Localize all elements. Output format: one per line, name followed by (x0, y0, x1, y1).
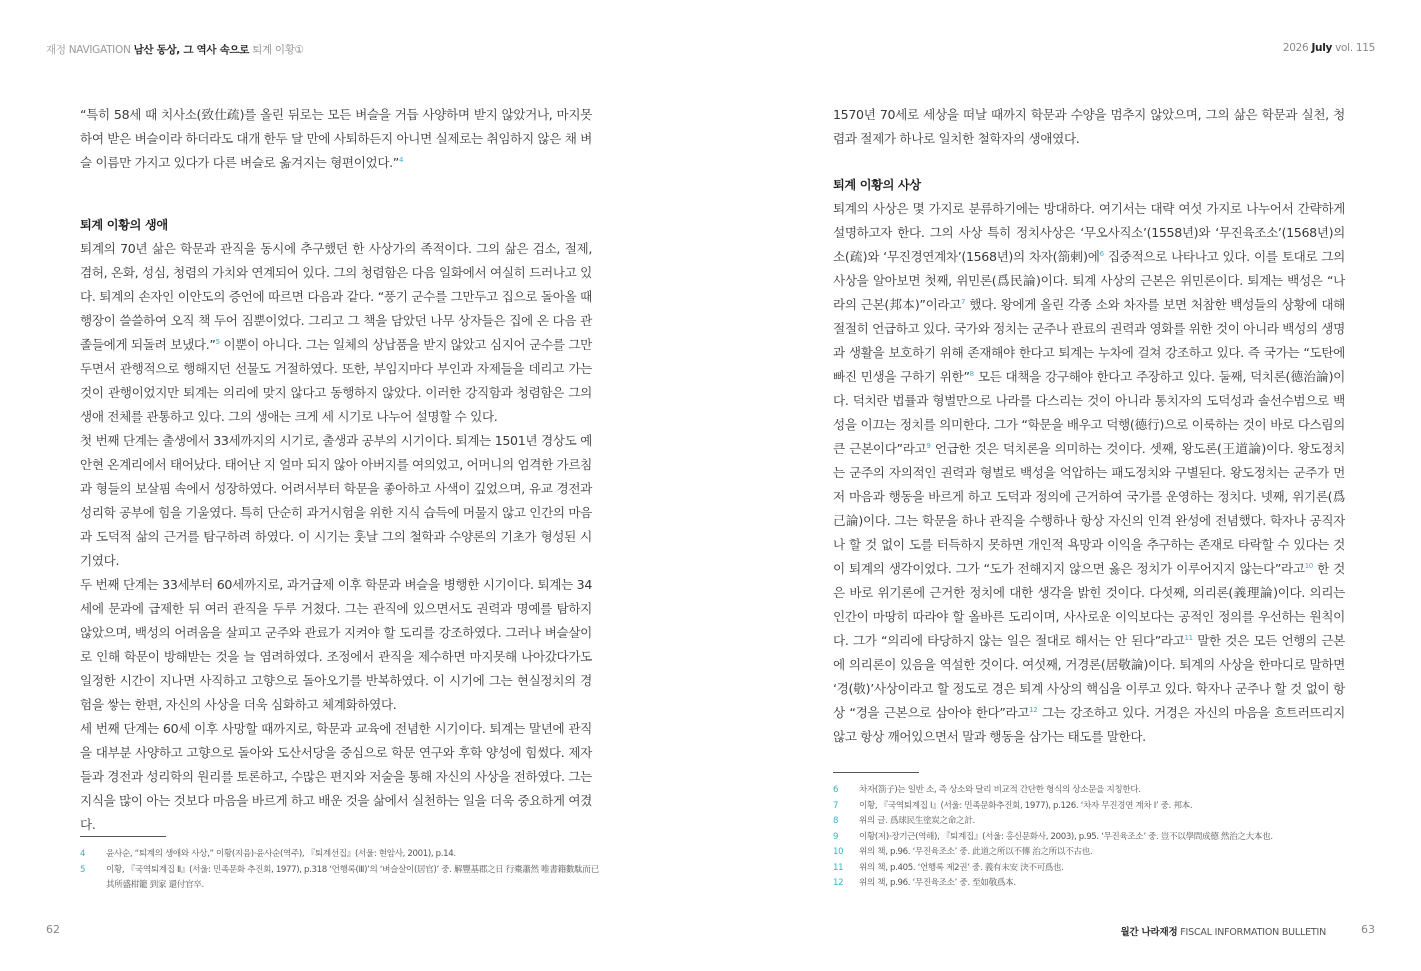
issue-month: July (1311, 42, 1333, 54)
footnote-ref[interactable]: 7 (961, 297, 966, 306)
footnote: 8 위의 글. 爲球民生塗炭之命之計. (833, 816, 975, 826)
footnote-ref[interactable]: 4 (398, 155, 404, 164)
left-footnotes (80, 847, 600, 894)
footnote: 5 이황, 『국역퇴계집 Ⅱ』(서울: 민족문화 추진회, 1977), p.318 ‘언행록(Ⅲ)’의 ‘벼슬살이(居官)’ 중. 解豐基郡之日 行橐蕭然 唯書籍數駄而已 其所盛柑籠 到家 還付官卒. (80, 864, 599, 890)
footnote-ref[interactable]: 5 (215, 337, 220, 346)
issue-year: 2026 (1282, 42, 1309, 54)
paragraph: 1570년 70세로 세상을 떠날 때까지 학문과 수양을 멈추지 않았으며, 그의 삶은 학문과 실천, 청렴과 절제가 하나로 일치한 철학자의 생애였다. (833, 107, 1345, 146)
section-heading-thought: 퇴계 이황의 사상 (833, 178, 921, 192)
right-footnotes (833, 783, 1353, 892)
footnote: 9 이황(저)·장기근(역해), 『퇴계집』(서울: 홍신문화사, 2003), p.95. ‘무진육조소’ 중. 豈不以學問成德 然治之大本也. (833, 831, 1273, 842)
footnote: 4 윤사순, “퇴계의 생애와 사상,” 이황(지음)·윤사순(역주), 『퇴계선집』(서울: 현암사, 2001), p.14. (80, 849, 456, 859)
opening-quote: “특히 58세 때 치사소(致仕疏)를 올린 뒤로는 모든 벼슬을 거듭 사양하며 받지 않았거나, 마지못하여 받은 벼슬이라 하더라도 대개 한두 달 만에 사퇴하든지 아니면 실제로는 취임하지 않은 채 벼슬 이름만 가지고 있다가 다른 벼슬로 옮겨지는 형편이었다.”$^4$ (80, 107, 592, 170)
issue-volume: vol. 115 (1335, 42, 1375, 54)
publication-name: 월간 나라재정 FISCAL INFORMATION BULLETIN (1120, 927, 1326, 938)
paragraph: 두 번째 단계는 33세부터 60세까지로, 과거급제 이후 학문과 벼슬을 병행한 시기이다. 퇴계는 34세에 문과에 급제한 뒤 여러 관직을 두루 거쳤다. 그는 관직에 있으면서도 권력과 명예를 탐하지 않았으며, 백성의 어려움을 살피고 군주와 관료가 지켜야 할 도리를 강조하였다. 그러나 벼슬살이로 인해 학문이 방해받는 것을 늘 염려하였다. 조정에서 관직을 제수하면 마지못해 나아갔다가도 일정한 시간이 지나면 사직하고 고향으로 돌아오기를 반복하였다. 이 시기에 그는 현실정치의 경험을 쌓는 한편, 자신의 사상을 더욱 심화하고 체계화하였다. (80, 577, 592, 712)
paragraph: 퇴계의 70년 삶은 학문과 관직을 동시에 추구했던 한 사상가의 족적이다. 그의 삶은 검소, 절제, 겸허, 온화, 성심, 청렴의 가치와 연계되어 있다. 그의 청렴함은 다음 일화에서 여실히 드러나고 있다. 퇴계의 손자인 이안도의 증언에 따르면 다음과 같다. “풍기 군수를 그만두고 집으로 돌아올 때 행장이 쓸쓸하여 오직 책 두어 짐뿐이었다. 그리고 그 책을 담았던 나무 상자들은 집에 온 다음 관졸들에게 되돌려 보냈다.”$^5$ 이뿐이 아니다. 그는 일체의 상납품을 받지 않았고 심지어 군수를 그만두면서 관행적으로 행해지던 선물도 거절하였다. 또한, 부임지마다 부인과 자제들을 데리고 가는 것이 관행이었지만 퇴계는 의리에 맞지 않다고 동행하지 않았다. 이러한 강직함과 청렴함은 그의 생애 전체를 관통하고 있다. 그의 생애는 크게 세 시기로 나누어 설명할 수 있다. (80, 241, 592, 424)
footnote-ref[interactable]: 11 (1184, 633, 1193, 642)
section-heading-life: 퇴계 이황의 생애 (80, 218, 168, 232)
footnote-divider (833, 772, 919, 773)
right-page-body (833, 103, 1345, 749)
footnote-ref[interactable]: 12 (1029, 705, 1038, 714)
article-title: 남산 동상, 그 역사 속으로 (133, 44, 250, 56)
page-number-right: 63 (1361, 923, 1375, 936)
running-header-right (1283, 42, 1375, 54)
paragraph: 세 번째 단계는 60세 이후 사망할 때까지로, 학문과 교육에 전념한 시기이다. 퇴계는 말년에 관직을 대부분 사양하고 고향으로 돌아와 도산서당을 중심으로 학문 연구와 후학 양성에 힘썼다. 제자들과 경전과 성리학의 원리를 토론하고, 수많은 편지와 저술을 통해 자신의 사상을 전하였다. 그는 지식을 많이 아는 것보다 마음을 바르게 하고 배운 것을 삶에서 실천하는 일을 더욱 중요하게 여겼다. (80, 721, 592, 832)
footnote-ref[interactable]: 6 (1099, 249, 1104, 258)
footnote: 7 이황, 『국역퇴계집 Ⅰ』(서울: 민족문화추진회, 1977), p.126. ‘차자 무진경연 계차 Ⅰ’ 중. 邦本. (833, 800, 1193, 811)
footnote-ref[interactable]: 8 (969, 369, 974, 378)
article-subtitle: 퇴계 이황① (252, 44, 304, 56)
paragraph: 첫 번째 단계는 출생에서 33세까지의 시기로, 출생과 공부의 시기이다. 퇴계는 1501년 경상도 예안현 온계리에서 태어났다. 태어난 지 얼마 되지 않아 아버지를 여의었고, 어머니의 엄격한 가르침과 형들의 보살핌 속에서 성장하였다. 어려서부터 학문을 좋아하고 사색이 깊었으며, 유교 경전과 성리학 공부에 힘을 기울였다. 특히 단순히 과거시험을 위한 지식 습득에 머물지 않고 인간의 마음과 도덕적 삶의 근거를 탐구하려 하였다. 이 시기는 훗날 그의 철학과 수양론의 기초가 형성된 시기였다. (80, 433, 592, 568)
footnote: 11 위의 책, p.405. ‘언행록 제2권’ 중. 義有未安 決不可爲也. (833, 862, 1064, 873)
footnote-ref[interactable]: 10 (1304, 561, 1313, 570)
footnote: 6 차자(箚子)는 일반 소, 즉 상소와 달리 비교적 간단한 형식의 상소문을 지칭한다. (833, 785, 1141, 795)
footnote: 10 위의 책, p.96. ‘무진육조소’ 중. 此道之所以不傳 治之所以不古也. (833, 847, 1093, 857)
paragraph: 퇴계의 사상은 몇 가지로 분류하기에는 방대하다. 여기서는 대략 여섯 가지로 나누어서 간략하게 설명하고자 한다. 그의 사상 특히 정치사상은 ‘무오사직소’(1558년)와 ‘무진육조소’(1568년)의 소(疏)와 ‘무진경연계차’(1568년)의 차자(箚剌)에$^6$ 집중적으로 나타나고 있다. 이를 토대로 그의 사상을 알아보면 첫째, 위민론(爲民論)이다. 퇴계 사상의 근본은 위민론이다. 퇴계는 백성은 “나라의 근본(邦本)”이라고$^7$ 했다. 왕에게 올린 각종 소와 차자를 보면 처참한 백성들의 상황에 대해 절절히 언급하고 있다. 국가와 정치는 군주나 관료의 권력과 영화를 위한 것이 아니라 백성의 생명과 생활을 보호하기 위해 존재해야 한다고 퇴계는 누차에 걸쳐 강조하고 있다. 즉 국가는 “도탄에 빠진 민생을 구하기 위한”$^8$ 모든 대책을 강구해야 한다고 주장하고 있다. 둘째, 덕치론(德治論)이다. 덕치란 법률과 형벌만으로 나라를 다스리는 것이 아니라 통치자의 도덕성과 솔선수범으로 백성을 이끄는 정치를 의미한다. 그가 “학문을 배우고 덕행(德行)으로 이룩하는 것이 바로 다스림의 큰 근본이다”라고$^9$ 언급한 것은 덕치론을 의미하는 것이다. 셋째, 왕도론(王道論)이다. 왕도정치는 군주의 자의적인 권력과 형벌로 백성을 억압하는 패도정치와 구별된다. 왕도정치는 군주가 먼저 마음과 행동을 바르게 하고 도덕과 정의에 근거하여 국가를 운영하는 정치다. 넷째, 위기론(爲己論)이다. 그는 학문을 하나 관직을 수행하나 항상 자신의 인격 완성에 전념했다. 학자나 공직자나 할 것 없이 도를 터득하지 못하면 개인적 욕망과 이익을 추구하는 존재로 타락할 수 있다는 것이 퇴계의 생각이었다. 그가 “도가 전해지지 않으면 옳은 정치가 이루어지지 않는다”라고$^{10}$ 한 것은 바로 위기론에 근거한 정치에 대한 생각을 밝힌 것이다. 다섯째, 의리론(義理論)이다. 의리는 인간이 마땅히 따라야 할 올바른 도리이며, 사사로운 이익보다는 공적인 정의를 우선하는 원칙이다. 그가 “의리에 타당하지 않는 일은 절대로 해서는 안 된다”라고$^{11}$ 말한 것은 모든 언행의 근본에 의리론이 있음을 역설한 것이다. 여섯째, 거경론(居敬論)이다. 퇴계의 사상을 한마디로 말하면 ‘경(敬)’사상이라고 할 정도로 경은 퇴계 사상의 핵심을 이루고 있다. 학자나 군주나 할 것 없이 항상 “경을 근본으로 삼아야 한다”라고$^{12}$ 그는 강조하고 있다. 거경은 자신의 마음을 흐트러뜨리지 않고 항상 깨어있으면서 말과 행동을 삼가는 태도를 말한다. (833, 201, 1345, 744)
running-header-left (46, 42, 304, 57)
section-label: 재정 NAVIGATION (46, 44, 131, 56)
left-page-body (80, 103, 592, 837)
footnote-divider (80, 836, 166, 837)
footnote-ref[interactable]: 9 (926, 441, 931, 450)
page-number-left: 62 (46, 923, 60, 936)
footnote: 12 위의 책, p.96. ‘무진육조소’ 중. 至如敬爲本. (833, 878, 1016, 888)
